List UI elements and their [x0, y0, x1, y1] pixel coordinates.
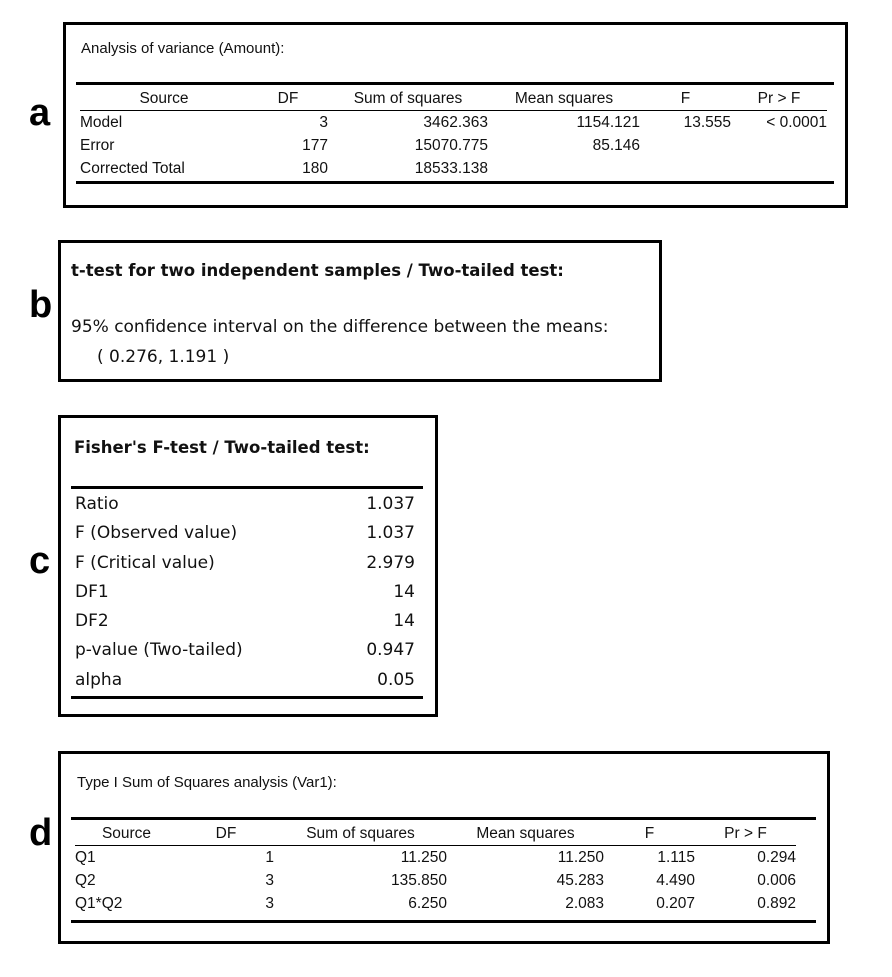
table-row	[75, 490, 415, 519]
cell-ss: 6.250	[408, 895, 447, 912]
cell-source: Error	[80, 137, 115, 154]
cell-p: 0.892	[757, 895, 796, 912]
cell-source: Q1*Q2	[75, 895, 123, 912]
col-header: Pr > F	[724, 824, 767, 842]
cell-ms	[488, 157, 640, 180]
cell-p: 0.294	[757, 849, 796, 866]
cell-source: Q2	[75, 872, 96, 889]
cell-ss: 135.850	[390, 872, 447, 889]
cell-f: 1.115	[657, 849, 695, 866]
anova-header-row	[80, 86, 827, 111]
col-header: Pr > F	[757, 89, 801, 107]
table-row	[75, 519, 415, 548]
table-row	[75, 578, 415, 607]
col-header: DF	[277, 89, 299, 107]
cell-df: 1	[265, 849, 274, 866]
typeI-panel	[58, 751, 830, 944]
anova-table	[80, 86, 827, 180]
ftest-value: 14	[393, 581, 415, 602]
cell-ms: 85.146	[592, 137, 640, 154]
cell-f: 4.490	[656, 872, 695, 889]
ftest-value: 1.037	[366, 523, 415, 544]
cell-df: 180	[302, 160, 328, 177]
anova-top-rule	[76, 82, 834, 85]
table-row	[75, 607, 415, 636]
table-row	[80, 157, 827, 180]
ftest-label: Ratio	[75, 494, 119, 514]
table-row	[75, 846, 796, 870]
ftest-label: F (Observed value)	[75, 523, 238, 544]
table-row	[80, 111, 827, 135]
cell-ss: 3462.363	[423, 114, 488, 131]
cell-f: 13.555	[683, 114, 731, 131]
cell-p	[731, 134, 827, 157]
cell-ms: 45.283	[556, 872, 604, 889]
cell-df: 3	[265, 895, 274, 912]
cell-ss: 18533.138	[414, 160, 488, 177]
ttest-title: t-test for two independent samples / Two-tailed test:	[71, 261, 564, 280]
cell-df: 3	[265, 872, 274, 889]
table-row	[75, 892, 796, 915]
table-row	[75, 549, 415, 578]
ftest-label: DF1	[75, 581, 109, 602]
ftest-label: alpha	[75, 669, 123, 690]
col-header: Sum of squares	[353, 89, 463, 107]
col-header: Source	[139, 89, 189, 107]
col-header: Mean squares	[476, 824, 575, 842]
cell-f: 0.207	[656, 895, 695, 912]
typeI-table	[75, 821, 796, 915]
ttest-panel	[58, 240, 662, 382]
ttest-ci-value: ( 0.276, 1.191 )	[97, 347, 230, 367]
cell-ms: 11.250	[557, 849, 604, 866]
ttest-ci-label: 95% confidence interval on the difference between the means:	[71, 317, 609, 337]
cell-p: < 0.0001	[766, 114, 827, 131]
cell-source: Model	[80, 114, 123, 131]
ftest-value: 1.037	[366, 494, 415, 514]
panel-label-d: d	[29, 812, 53, 854]
ftest-label: DF2	[75, 611, 109, 632]
typeI-bottom-rule	[71, 920, 816, 923]
panel-label-c: c	[29, 540, 51, 582]
panel-label-b: b	[29, 284, 53, 326]
anova-panel	[63, 22, 848, 208]
cell-df: 3	[319, 114, 328, 131]
ftest-table	[75, 490, 415, 695]
anova-title: Analysis of variance (Amount):	[81, 40, 285, 57]
table-row	[75, 869, 796, 892]
ftest-label: p-value (Two-tailed)	[75, 640, 243, 661]
ftest-value: 2.979	[366, 552, 415, 573]
cell-df: 177	[302, 137, 328, 154]
col-header: Mean squares	[514, 89, 614, 107]
cell-ss: 11.250	[400, 849, 447, 866]
ftest-value: 0.05	[377, 669, 415, 690]
typeI-top-rule	[71, 817, 816, 820]
cell-source: Q1	[75, 849, 96, 866]
table-row	[75, 636, 415, 665]
cell-p: 0.006	[757, 872, 796, 889]
col-header: F	[680, 89, 691, 107]
table-row	[80, 134, 827, 157]
anova-bottom-rule	[76, 181, 834, 184]
panel-label-a: a	[29, 92, 51, 134]
ftest-label: F (Critical value)	[75, 552, 215, 573]
ftest-bottom-rule	[71, 696, 423, 699]
cell-ms: 1154.121	[576, 114, 640, 131]
ftest-value: 14	[393, 611, 415, 632]
cell-p	[731, 157, 827, 180]
cell-f	[640, 134, 731, 157]
table-row	[75, 666, 415, 695]
cell-f	[640, 157, 731, 180]
typeI-title: Type I Sum of Squares analysis (Var1):	[77, 774, 337, 791]
ftest-top-rule	[71, 486, 423, 489]
col-header: DF	[215, 824, 237, 842]
col-header: F	[644, 824, 655, 842]
col-header: Sum of squares	[306, 824, 415, 842]
typeI-header-row	[75, 821, 796, 846]
col-header: Source	[101, 824, 152, 842]
ftest-value: 0.947	[366, 640, 415, 661]
cell-source: Corrected Total	[80, 160, 185, 177]
ftest-title: Fisher's F-test / Two-tailed test:	[74, 438, 370, 457]
cell-ss: 15070.775	[414, 137, 488, 154]
cell-ms: 2.083	[565, 895, 604, 912]
ftest-panel	[58, 415, 438, 717]
